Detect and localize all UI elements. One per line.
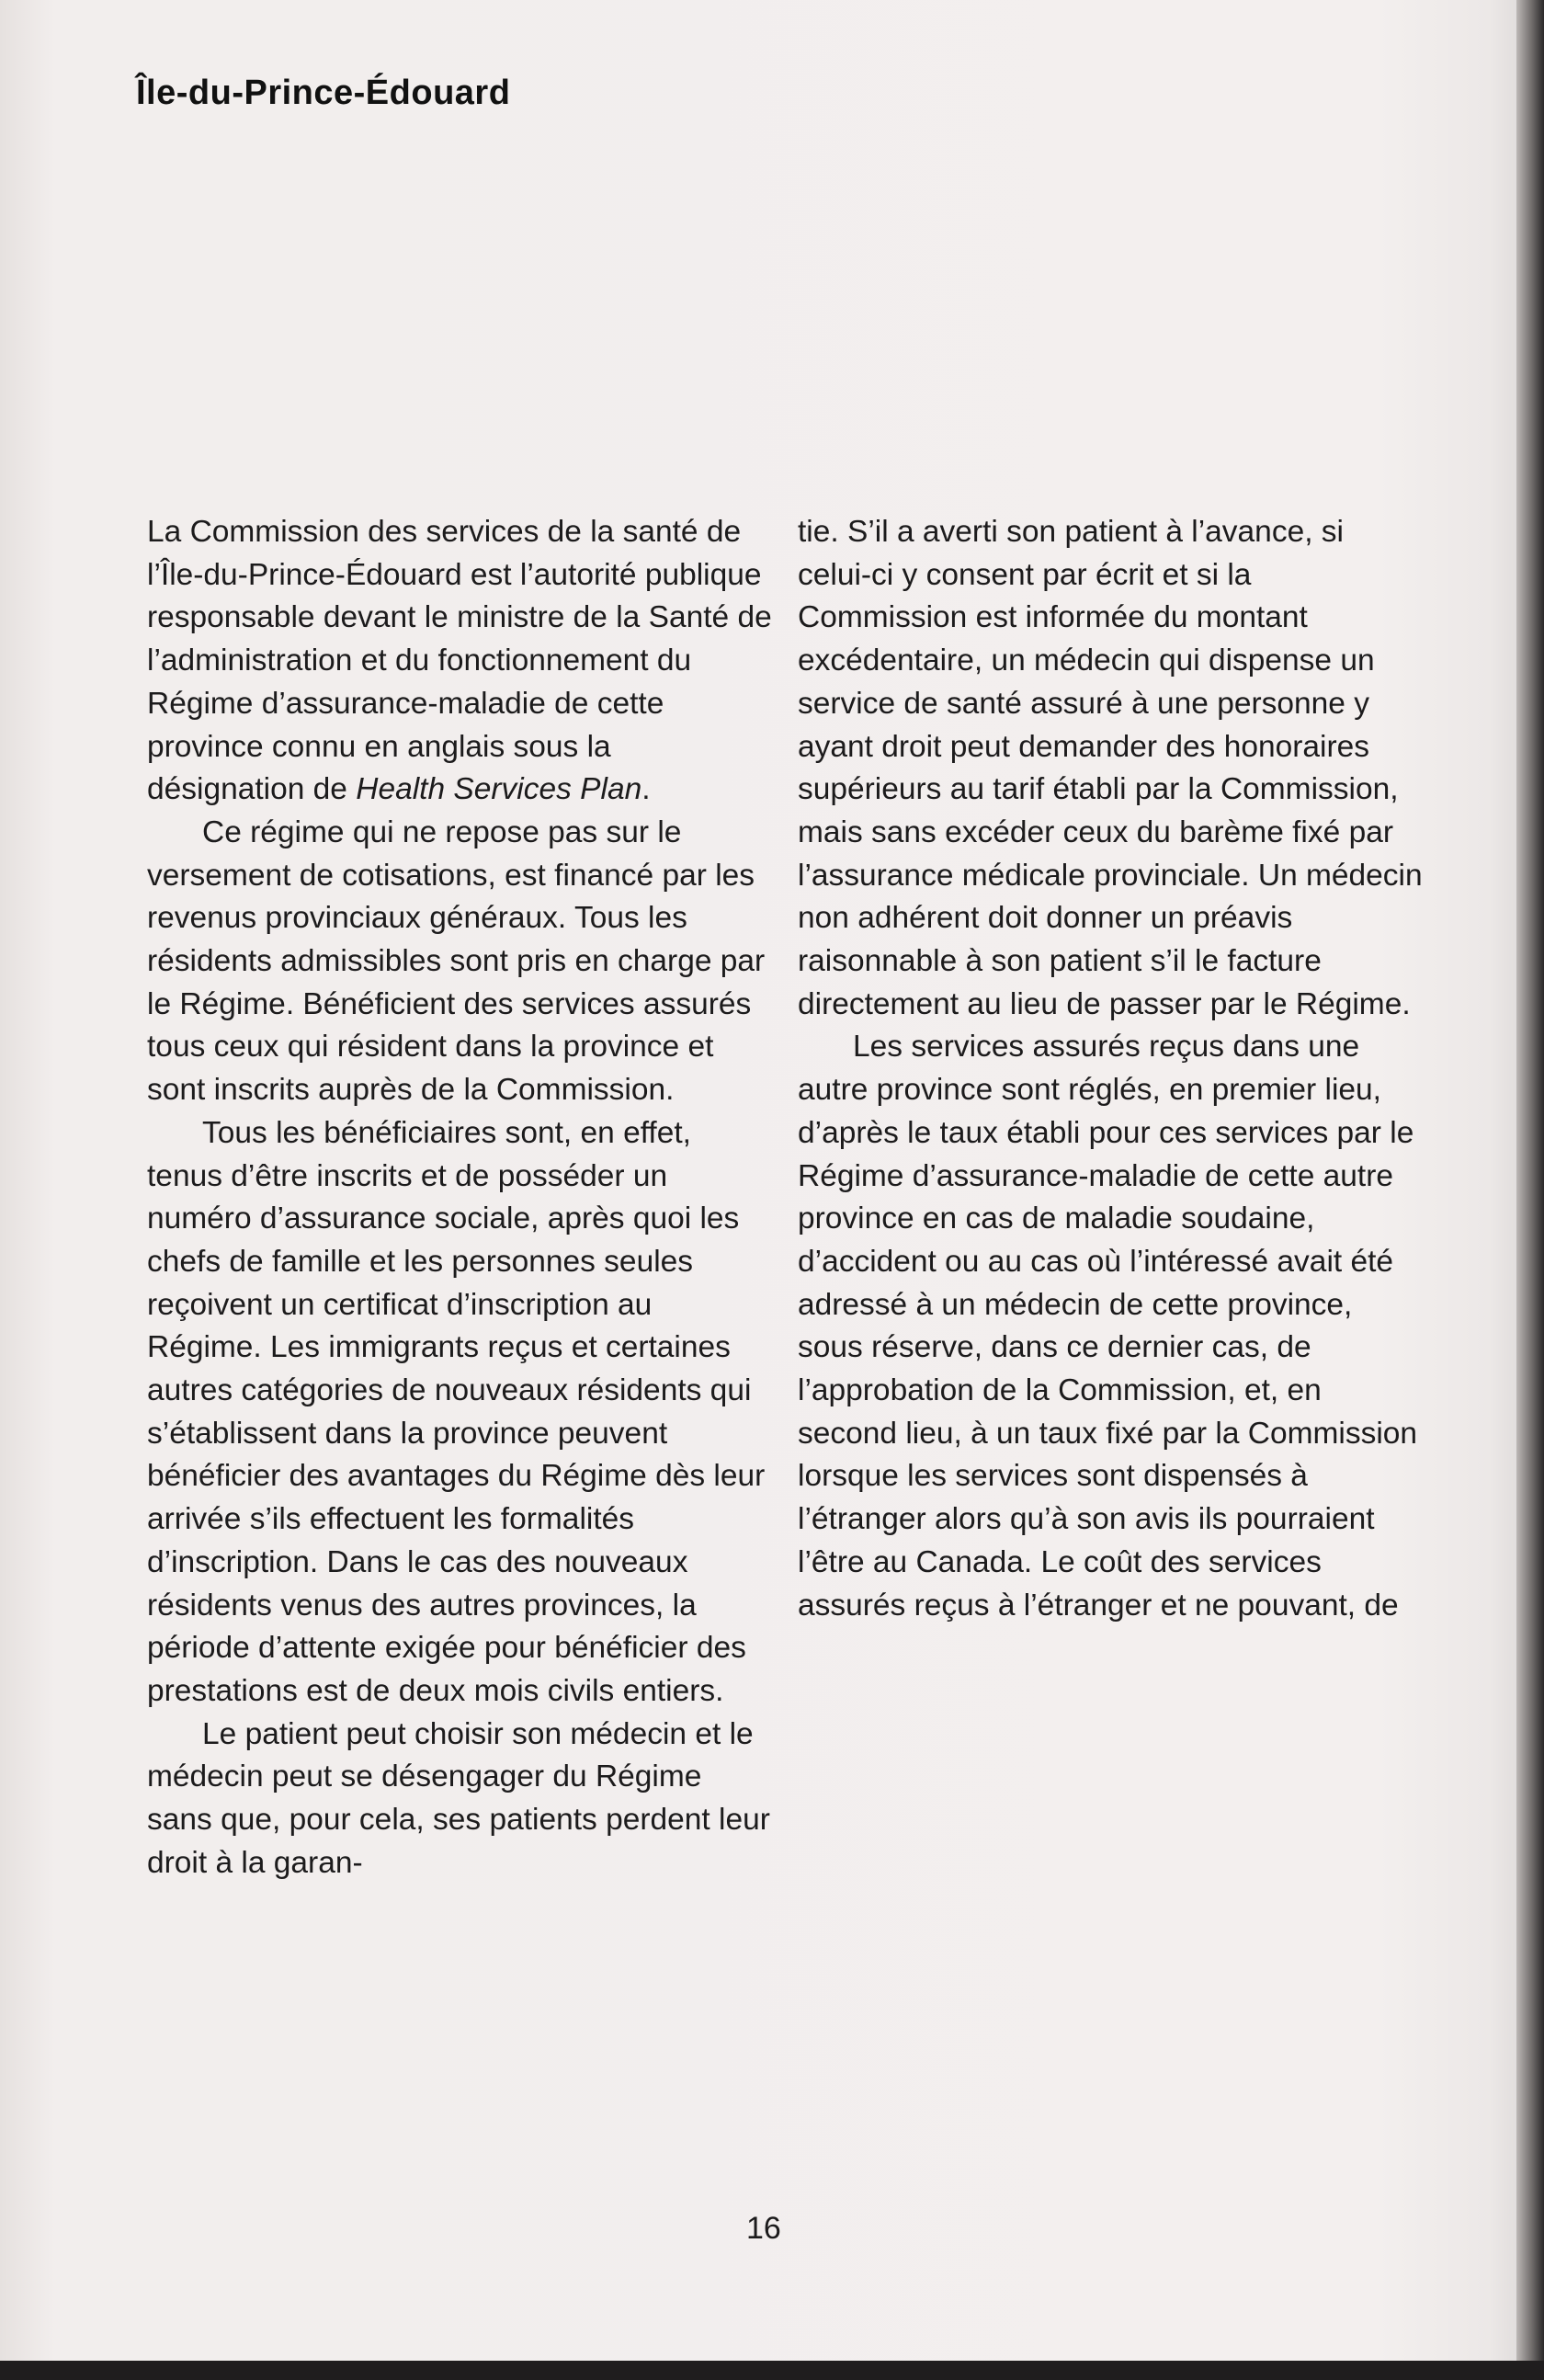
paragraph-1-text: La Commission des services de la santé de l’Île-du-Prince-Édouard est l’autorité publique responsable devant le ministre de la Santé de l’administration et du fonctionnement du Régime d’assurance-maladie de cette province connu en anglais sous la désignation de [147, 515, 772, 807]
paragraph-3: Tous les bénéficiaires sont, en effet, tenus d’être inscrits et de posséder un numéro d’assurance sociale, après quoi les chefs de famille et les personnes seules reçoivent un certificat d’inscription au Régime. Les immigrants reçus et certaines autres catégories de nouveaux résidents qui s’établissent dans la province peuvent bénéficier des avantages du Régime dès leur arrivée s’ils effectuent les formalités d’inscription. Dans le cas des nouveaux résidents venus des autres provinces, la période d’attente exigée pour bénéficier des prestations est de deux mois civils entiers. [147, 1115, 766, 1708]
left-column [147, 511, 772, 1885]
right-column [798, 511, 1423, 1627]
paragraph-6: Les services assurés reçus dans une autre province sont réglés, en premier lieu, d’après le taux établi pour ces services par le Régime d’assurance-maladie de cette autre province en cas de maladie soudaine, d’accident ou au cas où l’intéressé avait été adressé à un médecin de cette province, sous réserve, dans ce dernier cas, de l’approbation de la Commission, et, en second lieu, à un taux fixé par la Commission lorsque les services sont dispensés à l’étranger alors qu’à son avis ils pourraient l’être au Canada. Le coût des services assurés reçus à l’étranger et ne pouvant, de [798, 1030, 1418, 1623]
paragraph-1 [147, 511, 772, 812]
book-edge-right [1516, 0, 1544, 2380]
paragraph-4: Le patient peut choisir son médecin et le médecin peut se désengager du Régime sans que, pour cela, ses patients perdent leur droit à la garan- [147, 1716, 770, 1880]
page-header: Île-du-Prince-Édouard [136, 74, 511, 112]
plan-name: Health Services Plan [356, 772, 642, 807]
paragraph-1-end: . [641, 772, 651, 807]
page-number: 16 [746, 2211, 781, 2246]
paragraph-5: tie. S’il a averti son patient à l’avance, si celui-ci y consent par écrit et si la Commission est informée du montant excédentaire, un médecin qui dispense un service de santé assuré à une personne y ayant droit peut demander des honoraires supérieurs au tarif établi par la Commission, mais sans excéder ceux du barème fixé par l’assurance médicale provinciale. Un médecin non adhérent doit donner un préavis raisonnable à son patient s’il le facture directement au lieu de passer par le Régime. [798, 515, 1423, 1021]
paragraph-2: Ce régime qui ne repose pas sur le versement de cotisations, est financé par les revenus provinciaux généraux. Tous les résidents admissibles sont pris en charge par le Régime. Bénéficient des services assurés tous ceux qui résident dans la province et sont inscrits auprès de la Commission. [147, 814, 766, 1108]
book-edge-bottom [0, 2361, 1544, 2380]
